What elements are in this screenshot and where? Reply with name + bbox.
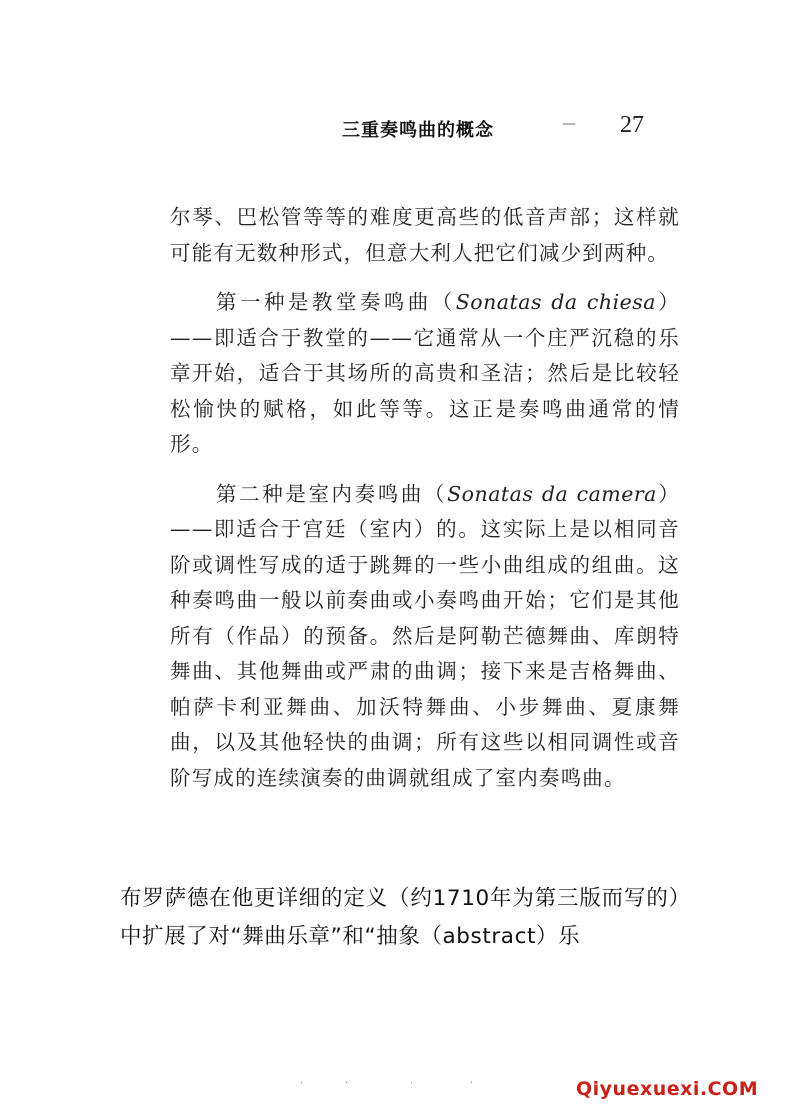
- site-watermark: Qiyuexuexi.COM: [576, 1078, 759, 1100]
- term-sonatas-da-chiesa: Sonatas da chiesa: [455, 290, 657, 314]
- body-text: [120, 880, 680, 956]
- block-quote: [170, 200, 680, 796]
- scan-speck: ·: [345, 1078, 349, 1089]
- quote-paragraph-3-start: 第二种是室内奏鸣曲（: [216, 481, 448, 506]
- scan-speck: ·: [410, 1078, 414, 1089]
- quote-paragraph-2-rest: ）——即适合于教堂的——它通常从一个庄严沉稳的乐章开始，适合于其场所的高贵和圣洁；然后是比较轻松愉快的赋格，如此等等。这正是奏鸣曲通常的情形。: [170, 290, 681, 456]
- chapter-title: 三重奏鸣曲的概念: [342, 120, 494, 141]
- body-paragraph: 布罗萨德在他更详细的定义（约1710年为第三版而写的）中扩展了对“舞曲乐章”和“抽象（abstract）乐: [120, 886, 680, 949]
- quote-paragraph-3: [170, 477, 680, 797]
- quote-paragraph-1: 尔琴、巴松管等等的难度更高些的低音声部；这样就可能有无数种形式，但意大利人把它们减少到两种。: [170, 205, 680, 265]
- quote-paragraph-3-rest: ）——即适合于宫廷（室内）的。这实际上是以相同音阶或调性写成的适于跳舞的一些小曲组成的组曲。这种奏鸣曲一般以前奏曲或小奏鸣曲开始；它们是其他所有（作品）的预备。然后是阿勒芒德舞曲、库朗特舞曲、其他舞曲或严肃的曲调；接下来是吉格舞曲、帕萨卡利亚舞曲、加沃特舞曲、小步舞曲、夏康舞曲，以及其他轻快的曲调；所有这些以相同调性或音阶写成的连续演奏的曲调就组成了室内奏鸣曲。: [170, 481, 681, 790]
- scan-speck: ·: [300, 1078, 304, 1089]
- quote-paragraph-2-start: 第一种是教堂奏鸣曲（: [216, 290, 456, 314]
- header-separator: —: [562, 116, 576, 132]
- page-number: 27: [620, 112, 644, 138]
- scan-speck: ·: [470, 1078, 474, 1089]
- quote-paragraph-2: [170, 285, 680, 463]
- running-header: [0, 112, 794, 148]
- term-sonatas-da-camera: Sonatas da camera: [447, 481, 657, 506]
